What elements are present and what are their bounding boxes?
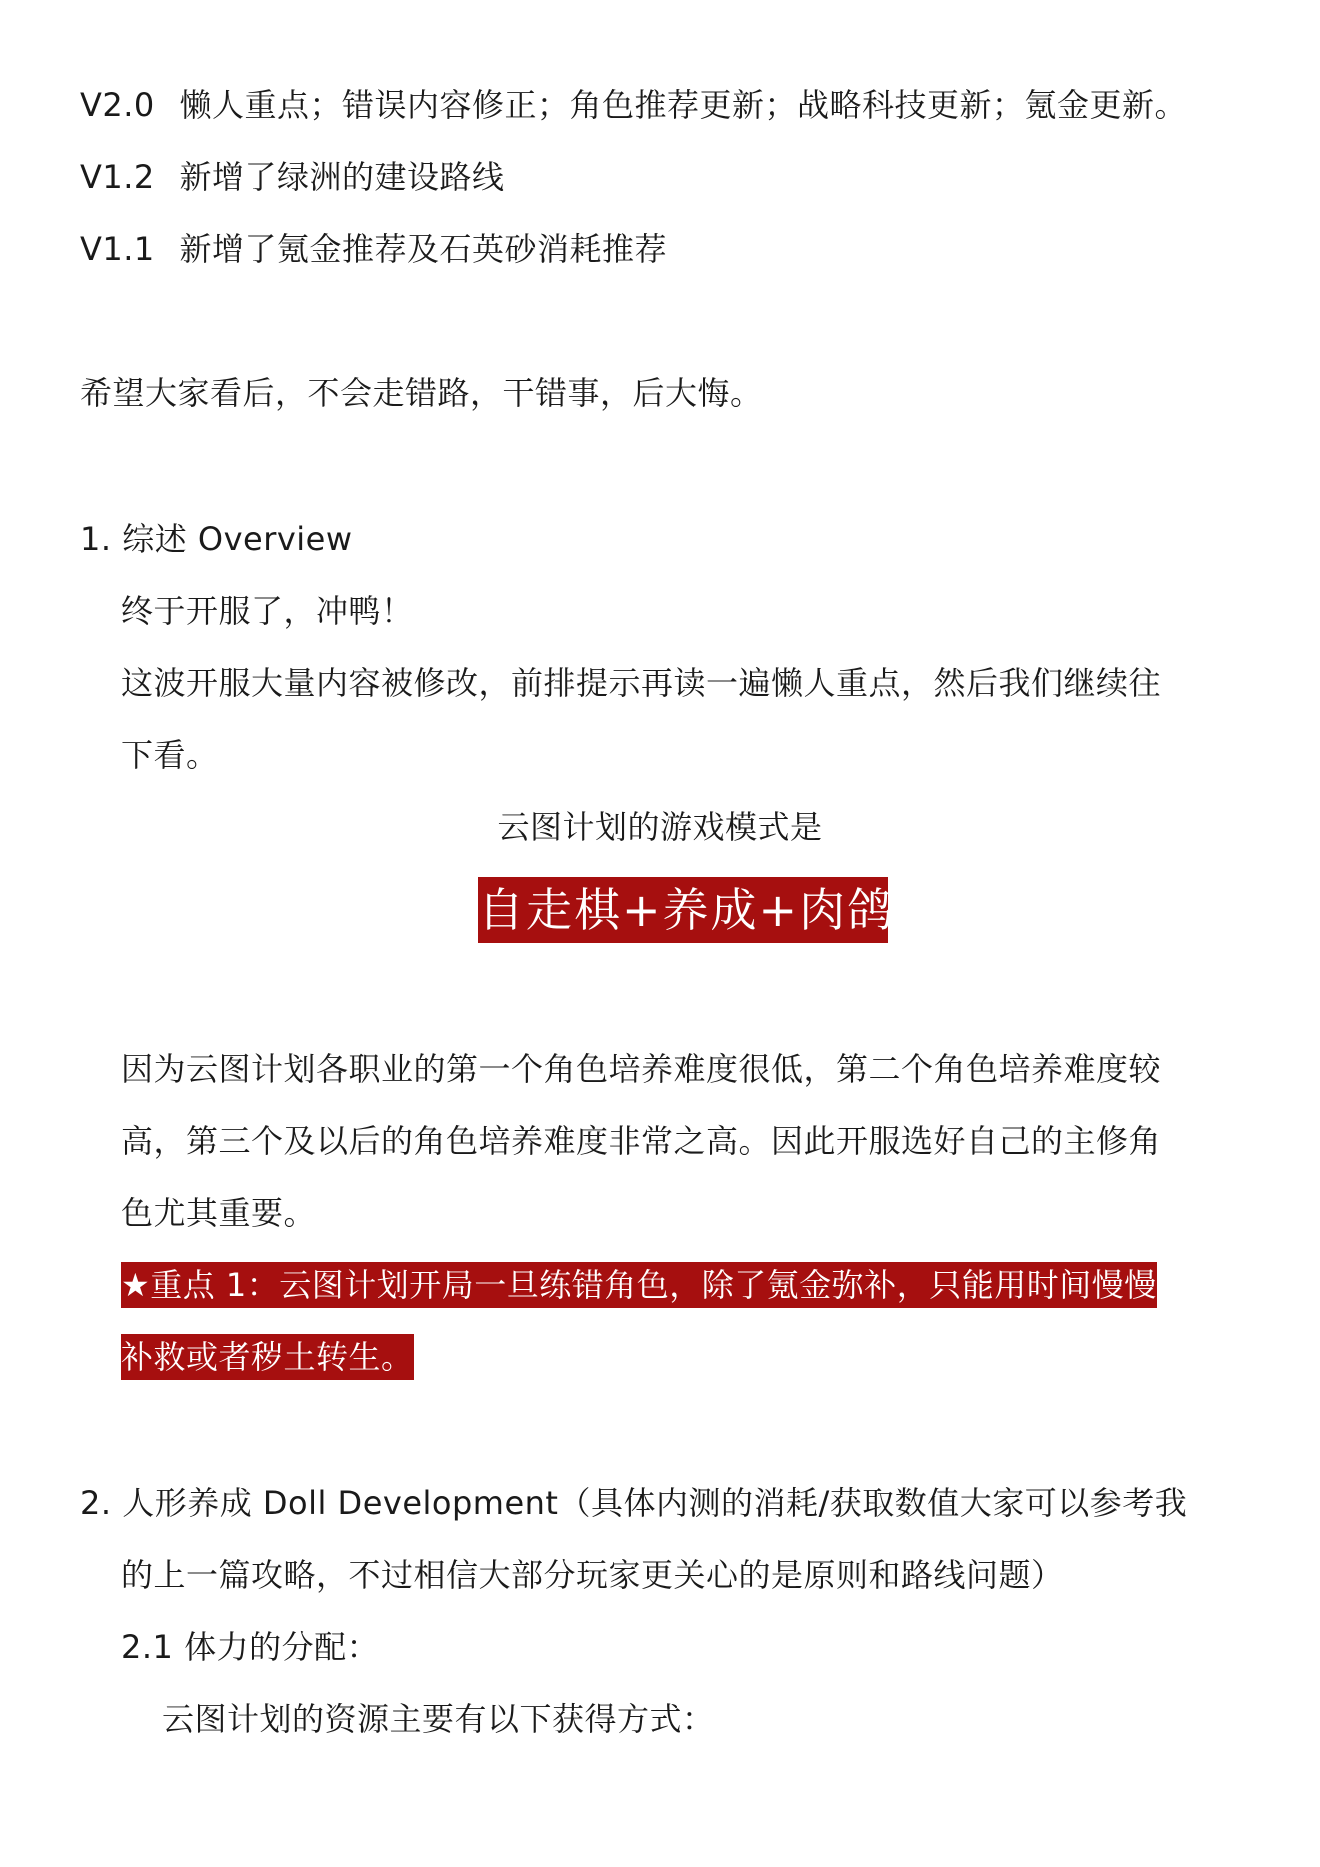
changelog-v1-1 xyxy=(80,227,667,271)
changelog-version: V1.1 xyxy=(80,230,155,268)
changelog-version: V2.0 xyxy=(80,86,155,124)
changelog-v1-2 xyxy=(80,155,504,199)
section-2-1-text: 云图计划的资源主要有以下获得方式： xyxy=(162,1700,715,1738)
section-1-paragraph-3-line-3: 色尤其重要。 xyxy=(121,1194,317,1232)
key-point-1-line-1 xyxy=(121,1263,1157,1307)
changelog-text: 新增了绿洲的建设路线 xyxy=(179,158,505,196)
section-1-paragraph-1: 终于开服了，冲鸭！ xyxy=(121,592,414,630)
game-mode-highlight: 自走棋+养成+肉鸽 xyxy=(478,877,888,943)
section-1-paragraph-2-line-1: 这波开服大量内容被修改，前排提示再读一遍懒人重点，然后我们继续往 xyxy=(121,664,1162,702)
section-2-heading-line-1: 2. 人形养成 Doll Development（具体内测的消耗/获取数值大家可以参考我 xyxy=(80,1484,1188,1522)
section-2-1-heading: 2.1 体力的分配： xyxy=(121,1628,380,1666)
section-1-paragraph-3-line-2: 高，第三个及以后的角色培养难度非常之高。因此开服选好自己的主修角 xyxy=(121,1122,1162,1160)
hope-paragraph: 希望大家看后，不会走错路，干错事，后大悔。 xyxy=(80,374,763,412)
changelog-v2-0 xyxy=(80,83,1187,127)
changelog-version: V1.2 xyxy=(80,158,155,196)
key-point-highlight: 补救或者秽土转生。 xyxy=(121,1334,414,1380)
section-2-heading-line-2: 的上一篇攻略，不过相信大部分玩家更关心的是原则和路线问题） xyxy=(121,1556,1064,1594)
changelog-text: 新增了氪金推荐及石英砂消耗推荐 xyxy=(179,230,667,268)
section-1-paragraph-3-line-1: 因为云图计划各职业的第一个角色培养难度很低，第二个角色培养难度较 xyxy=(121,1050,1162,1088)
key-point-highlight: ★重点 1：云图计划开局一旦练错角色，除了氪金弥补，只能用时间慢慢 xyxy=(121,1262,1157,1308)
section-1-paragraph-2-line-2: 下看。 xyxy=(121,736,219,774)
changelog-text: 懒人重点；错误内容修正；角色推荐更新；战略科技更新；氪金更新。 xyxy=(179,86,1187,124)
game-mode-label: 云图计划的游戏模式是 xyxy=(497,808,823,846)
key-point-1-line-2 xyxy=(121,1335,414,1379)
section-1-heading: 1. 综述 Overview xyxy=(80,520,353,558)
